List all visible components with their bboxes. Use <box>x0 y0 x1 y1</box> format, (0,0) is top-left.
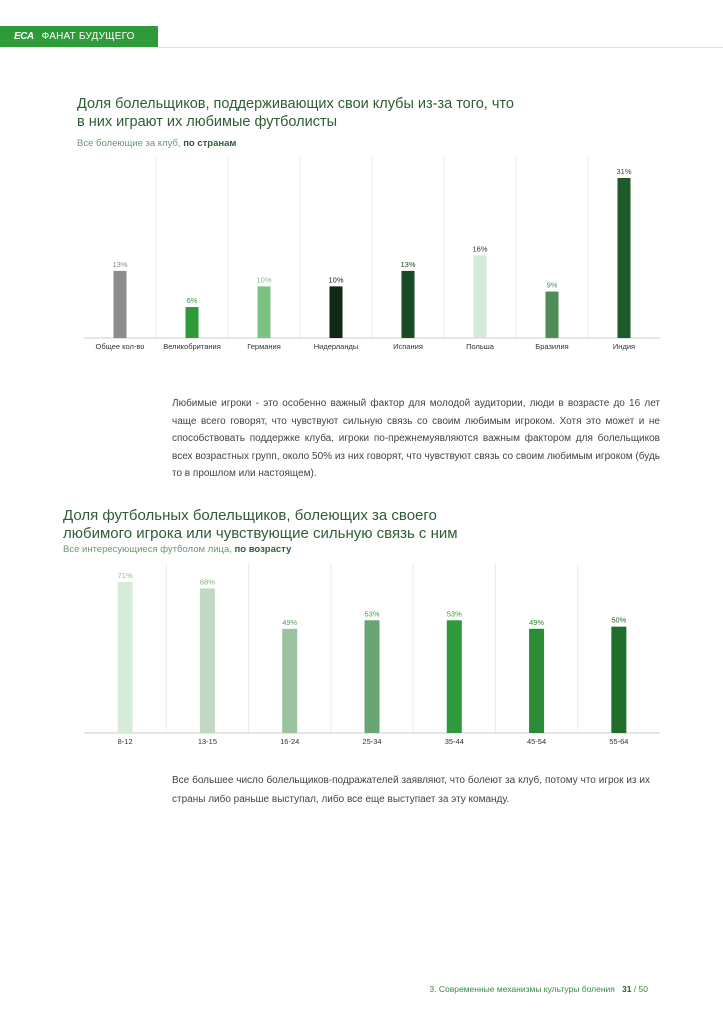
chart1-data-label: 10% <box>328 275 344 285</box>
chart2-tick-label: 13-15 <box>197 737 218 746</box>
chart2-tick-label: 45-54 <box>526 737 547 746</box>
chart2-data-label: 71% <box>117 571 133 580</box>
chart1-tick-label: Польша <box>466 342 494 351</box>
chart2-tick-label: 8-12 <box>117 737 133 746</box>
chart2-bar <box>529 629 544 733</box>
chart1-tick-label: Бразилия <box>535 342 569 351</box>
footer-page: 31 <box>621 984 632 994</box>
chart2-bar <box>118 582 133 733</box>
chart1-data-label: 6% <box>186 296 198 306</box>
chart1-title <box>77 95 514 131</box>
chart1-data-label: 13% <box>112 259 128 269</box>
chart1-subtitle <box>77 138 236 149</box>
chart1-bar <box>330 286 343 338</box>
chart1-data-label: 10% <box>256 275 272 285</box>
chart1-bar <box>114 271 127 338</box>
chart2-tick-label: 55-64 <box>609 737 629 746</box>
chart1-subtitle-bold: по странам <box>183 138 237 149</box>
chart2-subtitle <box>63 544 291 555</box>
chart1-data-label: 9% <box>546 280 558 290</box>
chart2-bar <box>447 620 462 733</box>
chart1-title-line1: Доля болельщиков, поддерживающих свои клубы из-за того, что <box>77 96 514 112</box>
chart2-tick-label: 35-44 <box>444 737 464 746</box>
chart2-title-line2: любимого игрока или чувствующие сильную связь с ним <box>63 525 458 542</box>
chart1-tick-label: Индия <box>612 342 636 351</box>
chart2-subtitle-bold: по возрасту <box>234 544 292 555</box>
footer-total: 50 <box>638 984 648 994</box>
chart2-tick-label: 25-34 <box>362 737 382 746</box>
chart2-bar <box>282 629 297 733</box>
chart2-data-label: 49% <box>529 617 545 627</box>
chart1-tick-label: Испания <box>393 342 423 351</box>
chart1-bar <box>546 292 559 338</box>
eca-logo: ECA <box>14 31 34 42</box>
chart2-data-label: 49% <box>282 617 298 627</box>
chart2-data-label: 68% <box>199 577 215 587</box>
chart1-tick-label: Германия <box>247 342 281 351</box>
chart1 <box>0 150 723 360</box>
chart2-title <box>63 507 458 543</box>
chart2-bar <box>365 620 380 733</box>
header-divider <box>0 47 723 48</box>
chart1-bar <box>474 255 487 338</box>
section1-paragraph: Любимые игроки - это особенно важный фактор для молодой аудитории, люди в возрасте до 16 лет чаще всего говорят, что чувствуют сильную связь со своим любимым игроком. Хотя это может и не способствовать поддержке клуба, игроки по-прежнемуявляются важным фактором для болельщиков всех возрастных групп, около 50% из них говорят, что чувствуют связь со своим любимым игроком (будь то в прошлом или настоящем). <box>172 398 660 479</box>
chart1-subtitle-prefix: Все болеющие за клуб, <box>77 138 184 149</box>
chart1-bar <box>402 271 415 338</box>
page-footer: 3. Современные механизмы культуры боления 31 / 50 <box>429 984 648 994</box>
footer-chapter: 3. Современные механизмы культуры боления <box>429 984 615 994</box>
chart1-bar <box>618 178 631 338</box>
chart1-data-label: 16% <box>472 244 488 254</box>
chart2-data-label: 53% <box>446 609 462 619</box>
chart2-tick-label: 16-24 <box>280 737 300 746</box>
chart1-bar <box>186 307 199 338</box>
chart1-tick-label: Общее кол-во <box>95 342 145 351</box>
header-bar <box>0 26 158 47</box>
chart2 <box>0 555 723 755</box>
chart1-tick-label: Нидерланды <box>313 342 359 351</box>
chart2-subtitle-prefix: Все интересующиеся футболом лица, <box>63 544 235 555</box>
chart1-title-line2: в них играют их любимые футболисты <box>77 114 338 130</box>
section2-paragraph: Все большее число болельщиков-подражателей заявляют, что болеют за клуб, потому что игрок из их страны либо раньше выступал, либо все еще выступает за эту команду. <box>172 775 650 805</box>
chart2-data-label: 53% <box>364 609 380 619</box>
chart1-bar <box>258 286 271 338</box>
chart2-bar <box>200 588 215 733</box>
chart1-tick-label: Великобритания <box>163 342 221 351</box>
chart2-data-label: 50% <box>611 615 627 625</box>
chart1-data-label: 13% <box>400 259 416 269</box>
chart1-data-label: 31% <box>616 167 632 176</box>
header-title: ФАНАТ БУДУЩЕГО <box>41 31 135 42</box>
chart2-bar <box>611 627 626 733</box>
chart2-title-line1: Доля футбольных болельщиков, болеющих за своего <box>63 507 437 524</box>
